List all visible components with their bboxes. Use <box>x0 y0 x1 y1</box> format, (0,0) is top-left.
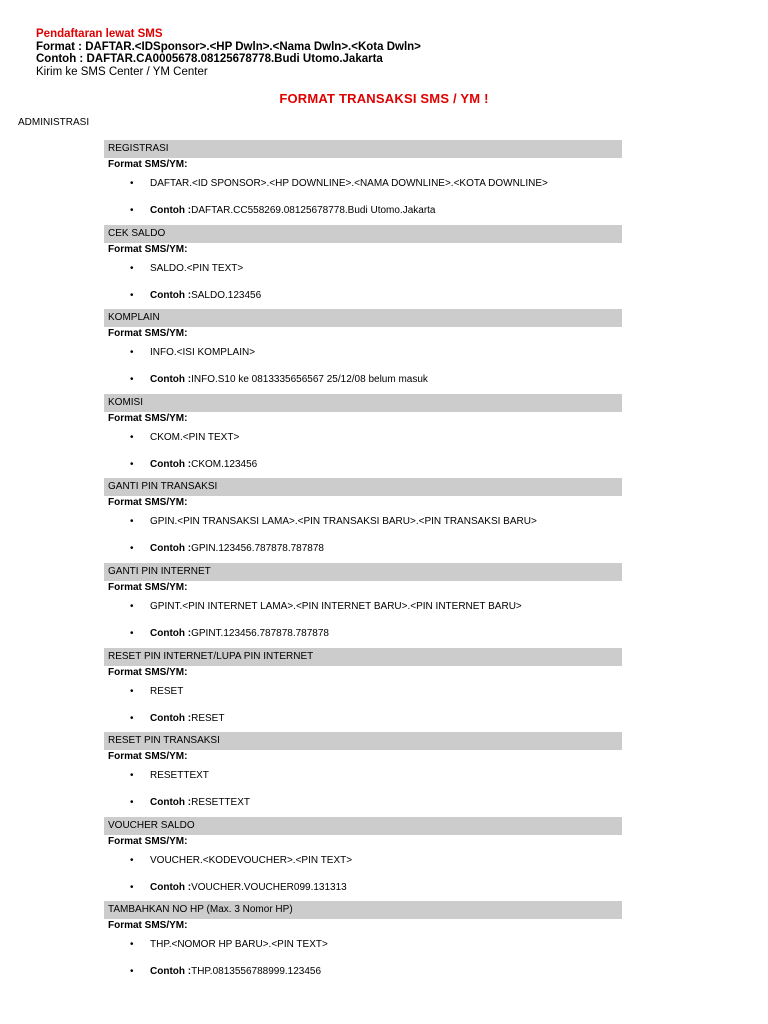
section-header: CEK SALDO <box>104 225 622 243</box>
format-item <box>130 432 239 443</box>
section-ganti-pin-transaksi <box>104 478 622 563</box>
section-cek-saldo <box>104 225 622 310</box>
bullet-icon <box>130 882 150 893</box>
example-label: Contoh : <box>150 543 192 555</box>
format-text: INFO.<ISI KOMPLAIN> <box>150 347 256 359</box>
format-text: THP.<NOMOR HP BARU>.<PIN TEXT> <box>150 939 328 951</box>
example-label: Contoh : <box>150 797 192 809</box>
example-item <box>130 882 347 893</box>
main-title: FORMAT TRANSAKSI SMS / YM ! <box>279 91 489 106</box>
example-label: Contoh : <box>150 374 192 386</box>
bullet-icon <box>130 686 150 697</box>
format-text: RESETTEXT <box>150 770 209 782</box>
format-item <box>130 770 209 781</box>
format-text: RESET <box>150 685 184 697</box>
example-text: CKOM.123456 <box>191 458 258 470</box>
example-text: RESET <box>191 712 225 724</box>
format-label: Format SMS/YM: <box>108 412 188 424</box>
section-ganti-pin-internet <box>104 563 622 648</box>
bullet-icon <box>130 601 150 612</box>
example-label: Contoh : <box>150 881 192 893</box>
example-text: INFO.S10 ke 0813335656567 25/12/08 belum masuk <box>191 374 428 386</box>
format-label: Format SMS/YM: <box>108 835 188 847</box>
example-label: Contoh : <box>150 966 192 978</box>
bullet-icon <box>130 543 150 554</box>
format-text: SALDO.<PIN TEXT> <box>150 262 244 274</box>
section-reset-pin-internet-lupa-pin-internet <box>104 648 622 733</box>
section-header: KOMISI <box>104 394 622 412</box>
bullet-icon <box>130 347 150 358</box>
example-item <box>130 374 428 385</box>
intro-kirim: Kirim ke SMS Center / YM Center <box>36 65 208 78</box>
bullet-icon <box>130 205 150 216</box>
example-item <box>130 966 321 977</box>
format-label: Format SMS/YM: <box>108 920 188 932</box>
section-tambahkan-no-hp-max-3-nomor-hp <box>104 901 622 986</box>
bullet-icon <box>130 374 150 385</box>
bullet-icon <box>130 770 150 781</box>
intro-format: Format : DAFTAR.<IDSponsor>.<HP Dwln>.<Nama Dwln>.<Kota Dwln> <box>36 40 421 53</box>
example-text: RESETTEXT <box>191 797 250 809</box>
format-item <box>130 516 537 527</box>
section-header: VOUCHER SALDO <box>104 817 622 835</box>
bullet-icon <box>130 628 150 639</box>
bullet-icon <box>130 290 150 301</box>
section-voucher-saldo <box>104 817 622 902</box>
example-label: Contoh : <box>150 458 192 470</box>
format-label: Format SMS/YM: <box>108 666 188 678</box>
format-label: Format SMS/YM: <box>108 497 188 509</box>
example-text: DAFTAR.CC558269.08125678778.Budi Utomo.Jakarta <box>191 205 436 216</box>
bullet-icon <box>130 797 150 808</box>
format-label: Format SMS/YM: <box>108 328 188 340</box>
section-header: GANTI PIN INTERNET <box>104 563 622 581</box>
format-text: VOUCHER.<KODEVOUCHER>.<PIN TEXT> <box>150 854 353 866</box>
section-header: TAMBAHKAN NO HP (Max. 3 Nomor HP) <box>104 901 622 919</box>
example-item <box>130 628 329 639</box>
example-item <box>130 290 261 301</box>
format-text: GPIN.<PIN TRANSAKSI LAMA>.<PIN TRANSAKSI BARU>.<PIN TRANSAKSI BARU> <box>150 516 537 528</box>
format-item <box>130 347 255 358</box>
format-item <box>130 263 243 274</box>
format-label: Format SMS/YM: <box>108 751 188 763</box>
bullet-icon <box>130 459 150 470</box>
example-text: GPIN.123456.787878.787878 <box>191 543 324 555</box>
bullet-icon <box>130 939 150 950</box>
section-header: KOMPLAIN <box>104 309 622 327</box>
example-text: SALDO.123456 <box>191 289 262 301</box>
example-text: VOUCHER.VOUCHER099.131313 <box>191 881 347 893</box>
format-item <box>130 601 522 612</box>
admin-label: ADMINISTRASI <box>18 117 90 128</box>
format-item <box>130 939 328 950</box>
section-header: RESET PIN TRANSAKSI <box>104 732 622 750</box>
example-label: Contoh : <box>150 289 192 301</box>
bullet-icon <box>130 966 150 977</box>
example-item <box>130 713 224 724</box>
section-header: RESET PIN INTERNET/LUPA PIN INTERNET <box>104 648 622 666</box>
section-komplain <box>104 309 622 394</box>
section-header: REGISTRASI <box>104 140 622 158</box>
bullet-icon <box>130 432 150 443</box>
bullet-icon <box>130 178 150 189</box>
format-text: GPINT.<PIN INTERNET LAMA>.<PIN INTERNET BARU>.<PIN INTERNET BARU> <box>150 601 522 612</box>
format-label: Format SMS/YM: <box>108 243 188 255</box>
section-header: GANTI PIN TRANSAKSI <box>104 478 622 496</box>
intro-block <box>36 28 421 78</box>
format-item <box>130 855 352 866</box>
format-text: DAFTAR.<ID SPONSOR>.<HP DOWNLINE>.<NAMA DOWNLINE>.<KOTA DOWNLINE> <box>150 178 548 189</box>
example-text: THP.0813556788999.123456 <box>191 966 322 978</box>
bullet-icon <box>130 263 150 274</box>
bullet-icon <box>130 713 150 724</box>
intro-contoh: Contoh : DAFTAR.CA0005678.08125678778.Budi Utomo.Jakarta <box>36 53 383 65</box>
section-komisi <box>104 394 622 479</box>
intro-title: Pendaftaran lewat SMS <box>36 28 163 40</box>
example-item <box>130 205 436 216</box>
example-label: Contoh : <box>150 712 192 724</box>
example-text: GPINT.123456.787878.787878 <box>191 628 329 639</box>
example-item <box>130 543 324 554</box>
bullet-icon <box>130 855 150 866</box>
bullet-icon <box>130 516 150 527</box>
section-registrasi <box>104 140 622 225</box>
format-text: CKOM.<PIN TEXT> <box>150 431 240 443</box>
format-item <box>130 686 183 697</box>
format-label: Format SMS/YM: <box>108 582 188 593</box>
example-label: Contoh : <box>150 628 192 639</box>
format-item <box>130 178 548 189</box>
section-reset-pin-transaksi <box>104 732 622 817</box>
example-item <box>130 797 250 808</box>
example-label: Contoh : <box>150 205 192 216</box>
example-item <box>130 459 257 470</box>
format-label: Format SMS/YM: <box>108 159 188 170</box>
